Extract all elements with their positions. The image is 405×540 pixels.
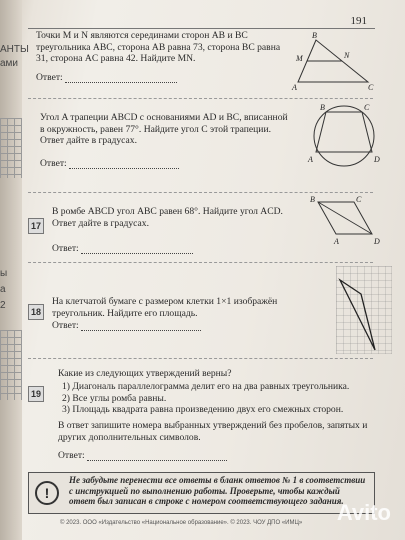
rhombus-figure — [306, 194, 386, 246]
question-19-text: Какие из следующих утверждений верны? — [58, 368, 232, 379]
label-N: N — [344, 51, 350, 60]
label-B: B — [312, 31, 317, 40]
statement-2: 2) Все углы ромба равны. — [62, 392, 167, 404]
page-number: 191 — [350, 15, 367, 27]
label-C: C — [356, 195, 362, 204]
side-text-1: АНТЫ — [0, 44, 29, 55]
label-A: A — [334, 237, 339, 246]
label-D: D — [374, 155, 380, 164]
question-trapezoid-text: Угол A трапеции ABCD с основаниями AD и BC, вписанной в окружность, равен 77°. Найдите угол C этой трапеции. Ответ дайте в градусах. — [40, 112, 288, 146]
answer-line — [87, 451, 227, 461]
grid-triangle-figure — [336, 266, 392, 354]
answer-trapezoid — [40, 158, 179, 169]
side-grid-1 — [0, 118, 22, 178]
statement-3: 3) Площадь квадрата равна произведению двух его смежных сторон. — [62, 404, 344, 415]
statement-1: 1) Диагональ параллелограмма делит его на два равных треугольника. — [62, 381, 350, 392]
side-text-5: 2 — [0, 300, 6, 311]
answer-line — [65, 73, 177, 83]
label-A: A — [308, 155, 313, 164]
answer-label: Ответ: — [58, 450, 85, 461]
answer-19 — [58, 450, 227, 461]
question-badge-19: 19 — [28, 386, 44, 402]
answer-line — [81, 244, 193, 254]
side-text-2: ами — [0, 58, 19, 69]
question-19-instruction: В ответ запишите номера выбранных утверждений без пробелов, запятых и других дополнительных символов. — [58, 420, 368, 443]
label-M: M — [296, 54, 303, 63]
copyright-footer: © 2023. ООО «Издательство «Национальное образование». © 2023. ЧОУ ДПО «ИМЦ» — [60, 520, 303, 526]
trapezoid-circle-figure — [302, 100, 388, 172]
label-D: D — [374, 237, 380, 246]
side-grid-2 — [0, 330, 22, 400]
separator — [28, 98, 373, 99]
avito-watermark: Avito — [336, 500, 391, 525]
label-C: C — [368, 83, 374, 92]
answer-line — [69, 159, 179, 169]
header-rule — [28, 28, 375, 29]
side-text-4: а — [0, 284, 6, 295]
answer-17 — [52, 243, 193, 254]
separator — [28, 192, 373, 193]
answer-midline — [36, 72, 177, 83]
question-17-text: В ромбе ABCD угол ABC равен 68°. Найдите угол ACD. Ответ дайте в градусах. — [52, 206, 283, 229]
answer-label: Ответ: — [52, 320, 79, 331]
side-text-3: ы — [0, 268, 8, 279]
question-18-text: На клетчатой бумаге с размером клетки 1×1 изображён треугольник. Найдите его площадь. — [52, 296, 278, 319]
answer-label: Ответ: — [36, 72, 63, 83]
separator — [28, 262, 373, 263]
reminder-notice — [28, 472, 375, 514]
question-19-statements — [62, 381, 382, 416]
question-badge-17: 17 — [28, 218, 44, 234]
label-C: C — [364, 103, 370, 112]
answer-label: Ответ: — [40, 158, 67, 169]
label-B: B — [310, 195, 315, 204]
triangle-figure — [288, 30, 378, 92]
answer-label: Ответ: — [52, 243, 79, 254]
notice-text: Не забудьте перенести все ответы в бланк ответов № 1 в соответствии с инструкцией по выполнению работы. Проверьте, чтобы каждый ответ был записан в строке с номером соответствующего задания. — [69, 475, 366, 506]
separator — [28, 358, 373, 359]
answer-18 — [52, 320, 201, 331]
label-B: B — [320, 103, 325, 112]
label-A: A — [292, 83, 297, 92]
exclamation-icon: ! — [35, 481, 59, 505]
answer-line — [81, 321, 201, 331]
question-badge-18: 18 — [28, 304, 44, 320]
question-midline-text: Точки M и N являются серединами сторон AB и BC треугольника ABC, сторона AB равна 73, сторона BC равна 31, сторона AC равна 42. Найдите MN. — [36, 30, 281, 64]
